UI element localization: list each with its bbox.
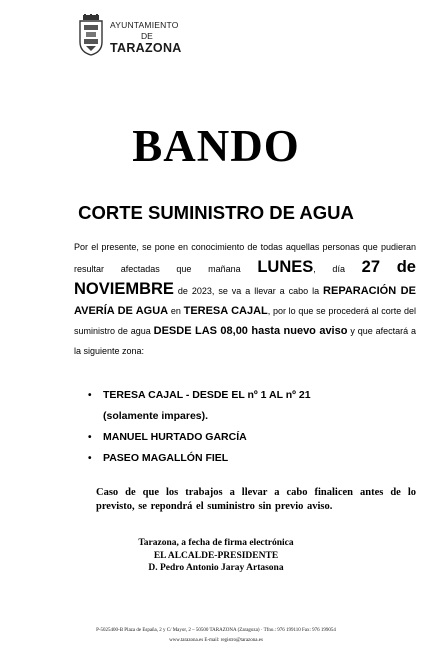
zone-text: MANUEL HURTADO GARCÍA [103,431,247,443]
zone-text: PASEO MAGALLÓN FIEL [103,452,229,464]
body-text-4: en [170,306,181,316]
body-day: LUNES [257,258,314,276]
list-item [88,427,408,448]
org-line-2: DE [141,31,153,41]
document-subtitle: CORTE SUMINISTRO DE AGUA [78,202,354,223]
org-line-3: TARAZONA [110,41,182,55]
body-month: NOVIEMBRE [74,280,174,298]
body-text-6: y que afectará a la siguiente zona: [74,326,416,356]
body-text-5: , por lo que se procederá al corte del suministro de agua [74,306,417,336]
body-date-day: 27 [361,258,380,276]
body-text-3: de 2023, se va a llevar a cabo la [177,286,320,296]
zone-text: TERESA CAJAL - DESDE EL nº 1 AL nº 21 [103,389,311,401]
body-text-1: Por el presente, se pone en conocimiento de todas aquellas personas que pudieran resultar afectadas que mañana [74,242,416,274]
coat-of-arms-icon [78,14,104,56]
body-repair: REPARACIÓN DE AVERÍA DE AGUA [74,285,416,317]
bullet-icon: • [88,453,92,464]
page-footer [0,626,432,646]
signature-name: D. Pedro Antonio Jaray Artasona [148,563,284,573]
bullet-icon: • [88,390,92,401]
body-street: TERESA CAJAL [183,305,268,317]
signature-block [0,537,432,575]
list-item [88,448,408,469]
footer-address: P-5025400-B Plaza de España, 2 y C/ Mayor, 2 – 50500 TARAZONA (Zaragoza) · Tfno.: 976 199110 Fax: 976 199054 [96,628,336,633]
body-text-2: , día [313,264,345,274]
bullet-icon: • [88,432,92,443]
notice-body [74,237,416,361]
signature-place-date: Tarazona, a fecha de firma electrónica [138,538,294,548]
list-item [88,385,408,427]
signature-role: EL ALCALDE-PRESIDENTE [153,550,279,561]
footer-contact: www.tarazona.es E-mail: registro@tarazona.es [169,638,263,643]
body-time: DESDE LAS 08,00 hasta nuevo aviso [153,325,348,337]
body-date-de: de [396,258,416,276]
affected-zones-list [88,385,408,469]
zone-note: (solamente impares). [103,410,209,422]
closing-paragraph: Caso de que los trabajos a llevar a cabo finalicen antes de lo previsto, se repondrá el suministro sin previo aviso. [96,487,416,512]
org-line-1: AYUNTAMIENTO [110,20,179,30]
document-title: BANDO [132,121,300,171]
